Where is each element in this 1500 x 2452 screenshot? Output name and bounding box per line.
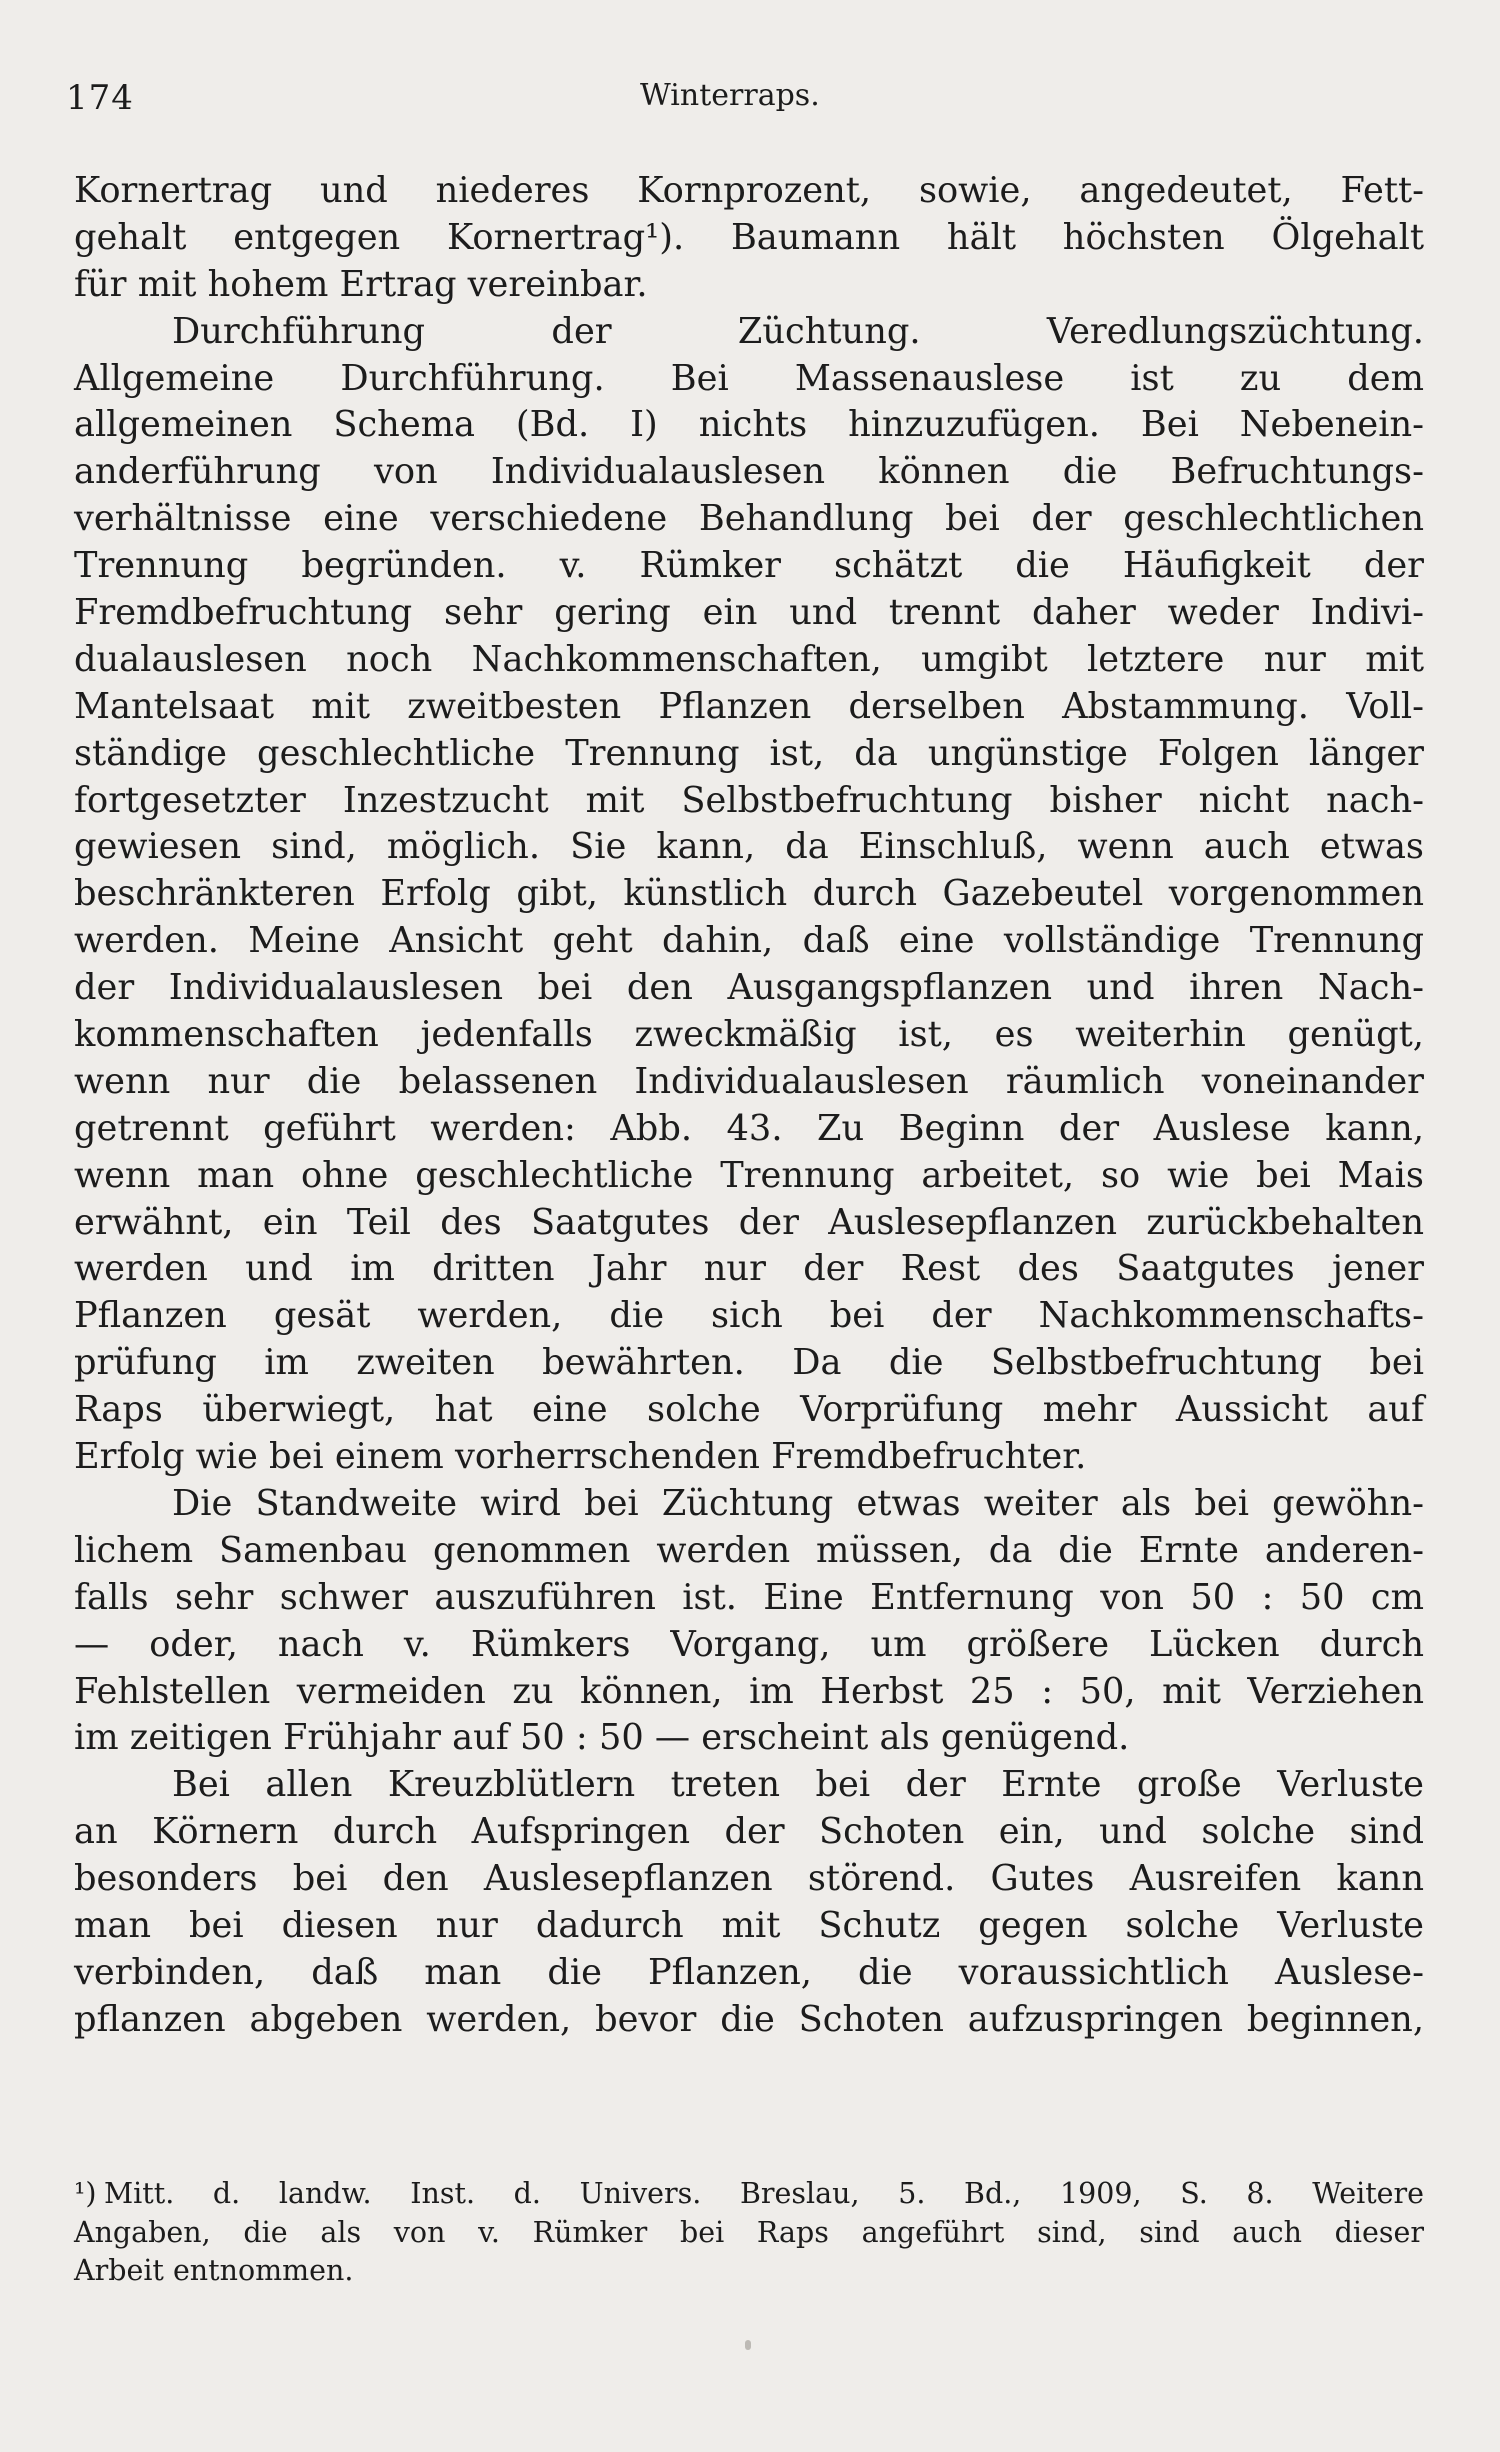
body-line: Fehlstellen vermeiden zu können, im Herbst 25 : 50, mit Verziehen — [74, 1670, 1424, 1712]
body-line: man bei diesen nur dadurch mit Schutz gegen solche Verluste — [74, 1904, 1424, 1946]
body-line: gehalt entgegen Kornertrag¹). Baumann hält höchsten Ölgehalt — [74, 216, 1424, 258]
body-line: Erfolg wie bei einem vorherrschenden Fremdbefruchter. — [74, 1436, 1087, 1478]
body-line: lichem Samenbau genommen werden müssen, da die Ernte anderen- — [74, 1529, 1424, 1571]
body-line: verhältnisse eine verschiedene Behandlung bei der geschlechtlichen — [74, 498, 1424, 540]
body-line: Pflanzen gesät werden, die sich bei der Nachkommenschafts- — [74, 1295, 1424, 1337]
paper-speck — [745, 2340, 751, 2350]
footnotes — [74, 2175, 1424, 2291]
body-line: Die Standweite wird bei Züchtung etwas weiter als bei gewöhn- — [172, 1482, 1424, 1524]
body-line: dualauslesen noch Nachkommenschaften, umgibt letztere nur mit — [74, 638, 1424, 680]
body-line: besonders bei den Auslesepflanzen störend. Gutes Ausreifen kann — [74, 1858, 1424, 1900]
running-title: Winterraps. — [640, 78, 820, 113]
body-line: getrennt geführt werden: Abb. 43. Zu Beginn der Auslese kann, — [74, 1107, 1424, 1149]
body-line: Trennung begründen. v. Rümker schätzt die Häufigkeit der — [74, 545, 1424, 587]
body-line: an Körnern durch Aufspringen der Schoten ein, und solche sind — [74, 1811, 1424, 1853]
body-line: — oder, nach v. Rümkers Vorgang, um größere Lücken durch — [74, 1623, 1424, 1665]
body-line: Fremdbefruchtung sehr gering ein und trennt daher weder Indivi- — [74, 592, 1424, 634]
body-line: prüfung im zweiten bewährten. Da die Selbstbefruchtung bei — [74, 1342, 1424, 1384]
body-line: Kornertrag und niederes Kornprozent, sowie, angedeutet, Fett- — [74, 170, 1424, 211]
body-line: kommenschaften jedenfalls zweckmäßig ist, es weiterhin genügt, — [74, 1014, 1424, 1056]
body-line: verbinden, daß man die Pflanzen, die voraussichtlich Auslese- — [74, 1951, 1424, 1993]
body-line: wenn man ohne geschlechtliche Trennung arbeitet, so wie bei Mais — [74, 1154, 1424, 1196]
body-line: im zeitigen Frühjahr auf 50 : 50 — erscheint als genügend. — [74, 1717, 1130, 1759]
body-line: Mantelsaat mit zweitbesten Pflanzen derselben Abstammung. Voll- — [74, 685, 1424, 727]
body-line: beschränkteren Erfolg gibt, künstlich durch Gazebeutel vorgenommen — [74, 873, 1424, 915]
body-line: Bei allen Kreuzblütlern treten bei der Ernte große Verluste — [172, 1764, 1424, 1806]
body-line: werden und im dritten Jahr nur der Rest des Saatgutes jener — [74, 1248, 1424, 1290]
body-text — [74, 168, 1424, 2044]
body-line: Durchführung der Züchtung. Veredlungszüchtung. — [172, 310, 1424, 352]
body-line: der Individualauslesen bei den Ausgangspflanzen und ihren Nach- — [74, 967, 1424, 1009]
body-line: gewiesen sind, möglich. Sie kann, da Einschluß, wenn auch etwas — [74, 826, 1424, 868]
body-line: werden. Meine Ansicht geht dahin, daß eine vollständige Trennung — [74, 920, 1424, 962]
body-line: für mit hohem Ertrag vereinbar. — [74, 263, 648, 305]
footnote-line: Angaben, die als von v. Rümker bei Raps angeführt sind, sind auch dieser — [74, 2215, 1424, 2249]
body-line: anderführung von Individualauslesen können die Befruchtungs- — [74, 451, 1424, 493]
footnote-line: Arbeit entnommen. — [74, 2254, 354, 2287]
body-line: falls sehr schwer auszuführen ist. Eine Entfernung von 50 : 50 cm — [74, 1576, 1424, 1618]
body-line: wenn nur die belassenen Individualauslesen räumlich voneinander — [74, 1060, 1424, 1102]
page-number: 174 — [66, 78, 134, 118]
footnote-marker: ¹) — [74, 2177, 97, 2210]
page-header — [66, 78, 1426, 138]
body-line: Allgemeine Durchführung. Bei Massenauslese ist zu dem — [74, 357, 1424, 399]
body-line: pflanzen abgeben werden, bevor die Schoten aufzuspringen beginnen, — [74, 1998, 1424, 2040]
body-line: Raps überwiegt, hat eine solche Vorprüfung mehr Aussicht auf — [74, 1389, 1424, 1431]
body-line: allgemeinen Schema (Bd. I) nichts hinzuzufügen. Bei Nebenein- — [74, 404, 1424, 446]
body-line: ständige geschlechtliche Trennung ist, da ungünstige Folgen länger — [74, 732, 1424, 774]
body-line: fortgesetzter Inzestzucht mit Selbstbefruchtung bisher nicht nach- — [74, 779, 1424, 821]
footnote-line — [74, 2175, 1424, 2214]
body-line: erwähnt, ein Teil des Saatgutes der Auslesepflanzen zurückbehalten — [74, 1201, 1424, 1243]
footnote-text: Mitt. d. landw. Inst. d. Univers. Breslau, 5. Bd., 1909, S. 8. Weitere — [104, 2177, 1424, 2210]
